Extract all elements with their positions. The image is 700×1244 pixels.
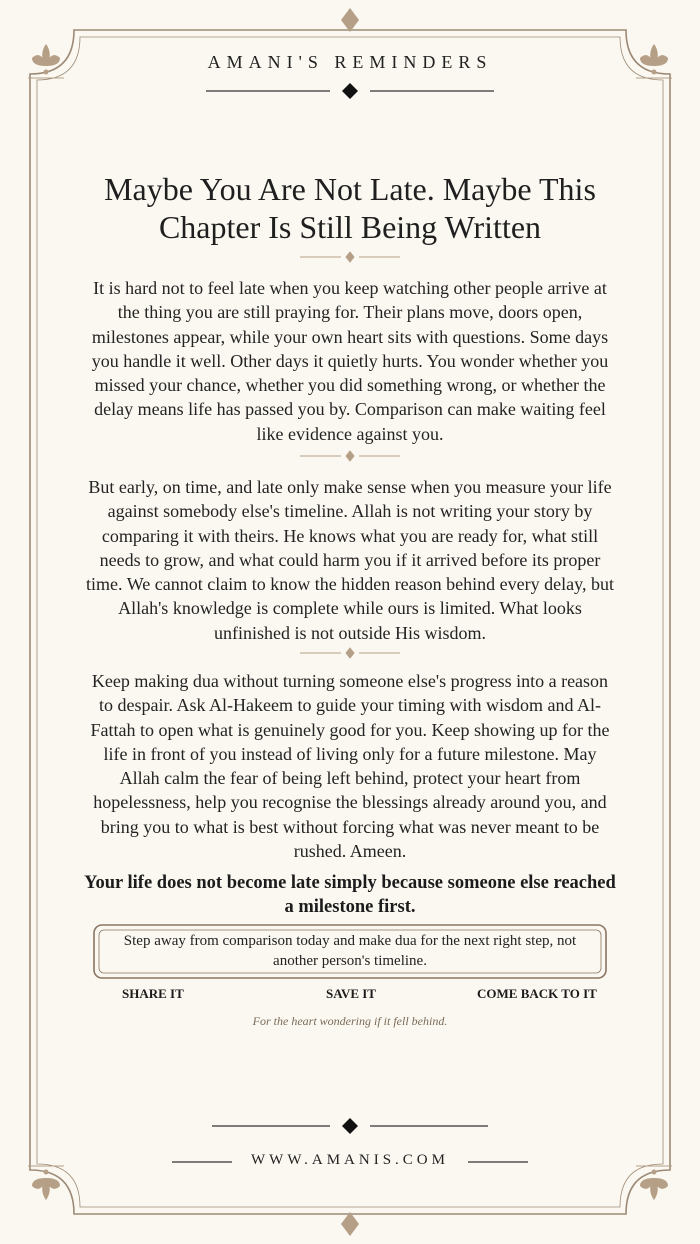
title-line-1: Maybe You Are Not Late. Maybe This (104, 171, 596, 207)
bottom-diamond-ornament (341, 1212, 359, 1236)
come-back-button[interactable]: COME BACK TO IT (477, 986, 597, 1001)
header-divider (206, 83, 494, 99)
paragraph-3: Keep making dua without turning someone else's progress into a reason to despair. Ask Al-Hakeem to guide your timing with wisdom and Al-Fattah to open what is genuinely good for you. Keep showing up for the life in front of you instead of living only for a future milestone. May Allah calm the fear of being left behind, protect your heart from hopelessness, help you recognise the blessings already around you, and bring you to what is best without forcing what was never meant to be rushed. Ameen. (90, 671, 610, 862)
title-line-2: Chapter Is Still Being Written (158, 209, 542, 245)
section-divider-1 (300, 252, 400, 262)
website-link[interactable]: WWW.AMANIS.COM (251, 1152, 449, 1168)
section-divider-2 (300, 451, 400, 461)
share-button[interactable]: SHARE IT (122, 986, 184, 1001)
tagline: For the heart wondering if it fell behind. (252, 1014, 448, 1028)
save-button[interactable]: SAVE IT (326, 986, 376, 1001)
brand-name: AMANI'S REMINDERS (207, 52, 493, 72)
corner-ornament-bottom-left (28, 1166, 64, 1200)
section-divider-3 (300, 648, 400, 658)
top-diamond-ornament (341, 8, 359, 32)
paragraph-1: It is hard not to feel late when you keep watching other people arrive at the thing you are still praying for. Their plans move, doors open, milestones appear, while your own heart sits with questions. Some days you handle it well. Other days it quietly hurts. You wonder whether you missed your chance, whether you did something wrong, or whether the delay means life has passed you by. Comparison can make waiting feel like evidence against you. (91, 278, 609, 444)
key-message: Your life does not become late simply because someone else reached a milestone first. (84, 873, 616, 917)
callout-text: Step away from comparison today and make dua for the next right step, not another person's timeline. (123, 933, 577, 969)
paragraph-2: But early, on time, and late only make sense when you measure your life against somebody else's timeline. Allah is not writing your story by comparing it with theirs. He knows what you are ready for, what still needs to grow, and what could harm you if it arrived before its proper time. We cannot claim to know the hidden reason behind every delay, but Allah's knowledge is complete while ours is limited. What looks unfinished is not outside His wisdom. (86, 477, 614, 643)
corner-ornament-bottom-right (636, 1166, 672, 1200)
page-title (80, 170, 620, 246)
